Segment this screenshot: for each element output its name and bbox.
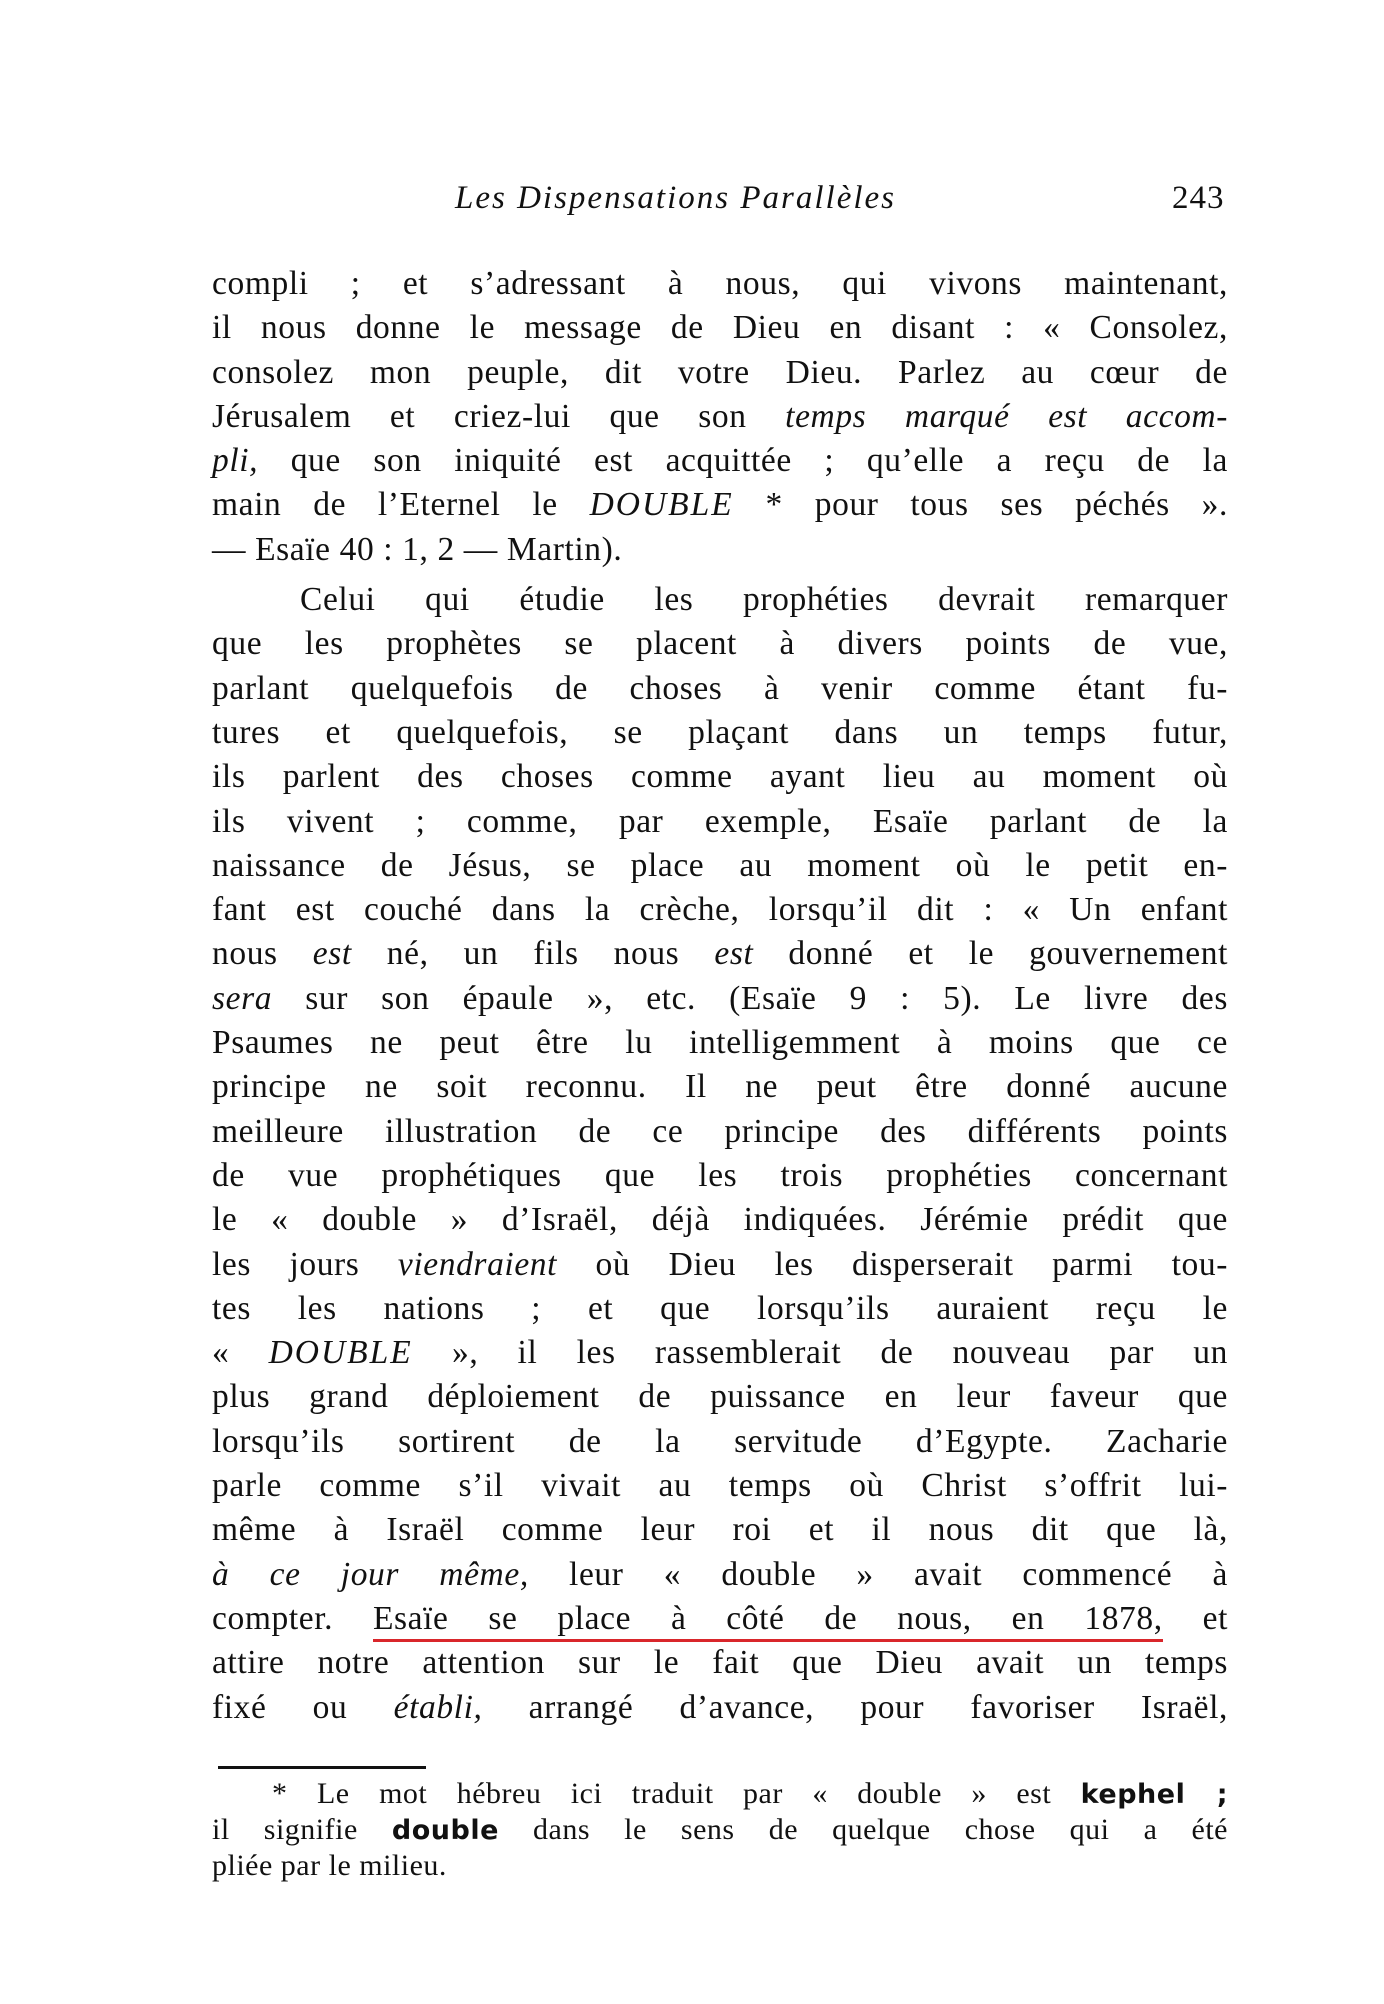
italic-run: est (714, 935, 754, 973)
running-head: Les Dispensations Parallèles (455, 180, 896, 216)
text-line (212, 395, 1228, 439)
text-line: compli ; et s’adressant à nous, qui vivons maintenant, (212, 265, 1228, 302)
text-line: attire notre attention sur le fait que Dieu avait un temps (212, 1644, 1228, 1682)
bold-run: kephel ; (1080, 1779, 1228, 1810)
text-line: meilleure illustration de ce principe des différents points (212, 1112, 1228, 1150)
text-line: il nous donne le message de Dieu en disant : « Consolez, (212, 309, 1228, 347)
text-line: ils parlent des choses comme ayant lieu au moment où (212, 758, 1228, 796)
text-line (212, 1243, 1228, 1287)
text-line: parle comme s’il vivait au temps où Christ s’offrit lui- (212, 1467, 1228, 1505)
text-run: né, un fils nous (351, 935, 715, 973)
footnote-divider (218, 1766, 426, 1769)
text-run: « (212, 1334, 269, 1372)
italic-caps-run: DOUBLE (589, 486, 734, 524)
text-line: de vue prophétiques que les trois prophéties concernant (212, 1156, 1228, 1194)
footnote-line: pliée par le milieu. (212, 1849, 447, 1882)
text-line (212, 1686, 1228, 1730)
footnote-reference: * pour tous ses péchés ». (733, 486, 1228, 524)
text-run: », il les rassemblerait de nouveau par un (412, 1334, 1228, 1372)
text-line (212, 932, 1228, 976)
italic-run: établi, (393, 1688, 483, 1726)
text-line: consolez mon peuple, dit votre Dieu. Parlez au cœur de (212, 353, 1228, 391)
text-line (212, 1331, 1228, 1375)
text-run: Jérusalem et criez-lui que son (212, 397, 786, 435)
text-run: * Le mot hébreu ici traduit par « double » est (272, 1777, 1081, 1810)
text-line: — Esaïe 40 : 1, 2 — Martin). (212, 530, 623, 568)
text-run: et (1162, 1599, 1228, 1637)
text-run: arrangé d’avance, pour favoriser Israël, (482, 1688, 1228, 1726)
text-line: ils vivent ; comme, par exemple, Esaïe parlant de la (212, 802, 1228, 840)
italic-run: sera (212, 979, 273, 1017)
paragraph-2 (212, 578, 1228, 1730)
text-line: tes les nations ; et que lorsqu’ils auraient reçu le (212, 1289, 1228, 1327)
italic-run: pli, (212, 442, 259, 480)
text-run: fixé ou (212, 1688, 394, 1726)
text-line: fant est couché dans la crèche, lorsqu’il dit : « Un enfant (212, 891, 1228, 929)
italic-run: à ce jour même, (212, 1555, 529, 1593)
text-line: naissance de Jésus, se place au moment où le petit en- (212, 846, 1228, 884)
text-run: les jours (212, 1245, 398, 1283)
footnote (212, 1776, 1228, 1884)
page-number: 243 (1172, 180, 1225, 216)
text-run: nous (212, 935, 313, 973)
text-line: le « double » d’Israël, déjà indiquées. Jérémie prédit que (212, 1201, 1228, 1239)
text-run: que son iniquité est acquittée ; qu’elle a reçu de la (258, 442, 1228, 480)
text-line: même à Israël comme leur roi et il nous dit que là, (212, 1511, 1228, 1549)
text-run: il signifie (212, 1813, 392, 1846)
italic-run: temps marqué est accom- (785, 397, 1228, 435)
italic-run: est (312, 935, 352, 973)
text-run: donné et le gouvernement (753, 935, 1228, 973)
text-line: lorsqu’ils sortirent de la servitude d’Egypte. Zacharie (212, 1422, 1228, 1460)
text-line: Psaumes ne peut être lu intelligemment à moins que ce (212, 1024, 1228, 1062)
bold-run: double (391, 1815, 499, 1846)
text-line: plus grand déploiement de puissance en leur faveur que (212, 1378, 1228, 1416)
text-line: tures et quelquefois, se plaçant dans un temps futur, (212, 713, 1228, 751)
text-line: principe ne soit reconnu. Il ne peut être donné aucune (212, 1068, 1228, 1106)
footnote-line (212, 1776, 1228, 1812)
text-line (212, 483, 1228, 527)
text-line (212, 977, 1228, 1021)
text-line: Celui qui étudie les prophéties devrait remarquer (300, 581, 1228, 619)
italic-caps-run: DOUBLE (268, 1334, 413, 1372)
body-text (212, 262, 1228, 1730)
text-line: parlant quelquefois de choses à venir comme étant fu- (212, 669, 1228, 707)
italic-run: viendraient (397, 1245, 558, 1283)
text-run: où Dieu les disperserait parmi tou- (557, 1245, 1229, 1283)
text-line: que les prophètes se placent à divers points de vue, (212, 625, 1228, 663)
highlighted-underline-run: Esaïe se place à côté de nous, en 1878, (373, 1600, 1163, 1642)
text-run: dans le sens de quelque chose qui a été (498, 1813, 1229, 1846)
text-run: main de l’Eternel le (212, 486, 590, 524)
text-run: compter. (212, 1599, 373, 1637)
text-run: leur « double » avait commencé à (528, 1555, 1228, 1593)
text-line (212, 439, 1228, 483)
footnote-line (212, 1812, 1228, 1848)
paragraph-1 (212, 262, 1228, 572)
text-run: sur son épaule », etc. (Esaïe 9 : 5). Le livre des (272, 979, 1228, 1017)
text-line (212, 1597, 1228, 1641)
text-line (212, 1553, 1228, 1597)
